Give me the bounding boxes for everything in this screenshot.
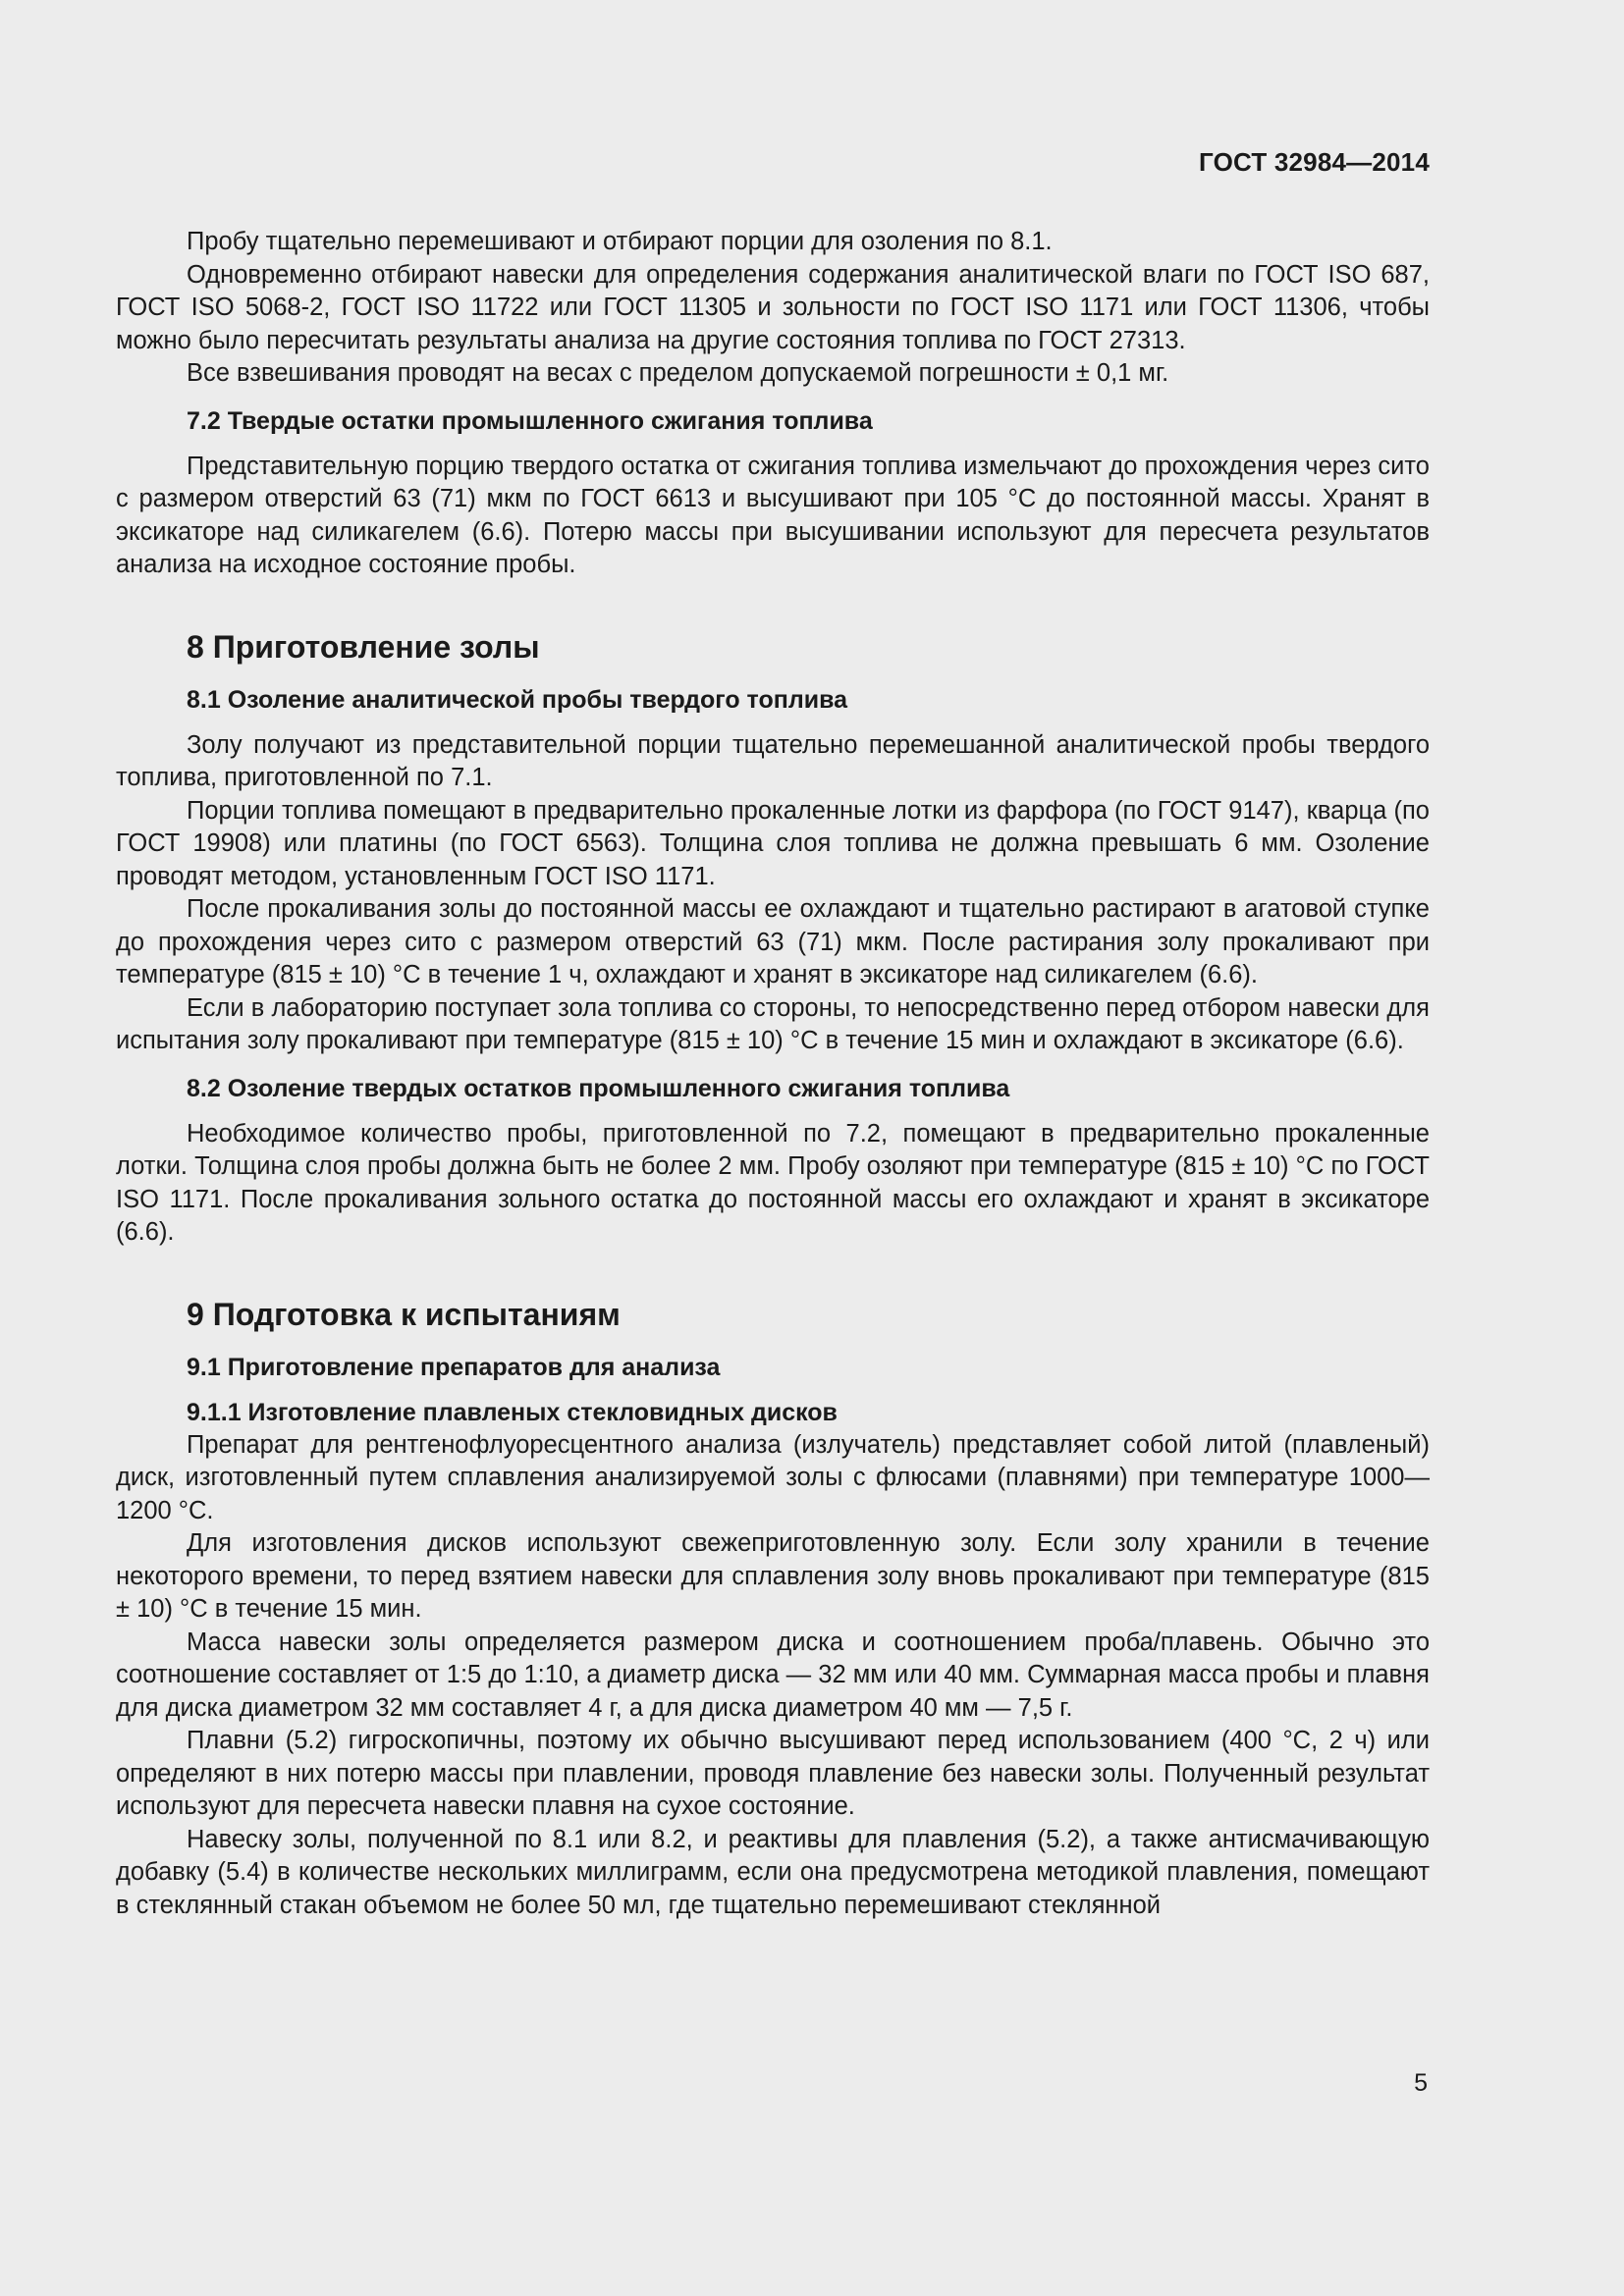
document-id-header: ГОСТ 32984—2014 [1199,147,1430,177]
paragraph: Препарат для рентгенофлуоресцентного анализа (излучатель) представляет собой литой (плавленый) диск, изготовленный путем сплавления анализируемой золы с флюсами (плавнями) при температуре 1000—1200 °С. [116,1430,1430,1524]
paragraph: Для изготовления дисков используют свежеприготовленную золу. Если золу хранили в течение некоторого времени, то перед взятием навески для сплавления золу вновь прокаливают при температуре (815 ± 10) °С в течение 15 мин. [116,1529,1430,1623]
paragraph: Масса навески золы определяется размером диска и соотношением проба/плавень. Обычно это соотношение составляет от 1:5 до 1:10, а диаметр диска — 32 мм или 40 мм. Суммарная масса пробы и плавня для диска диаметром 32 мм составляет 4 г, а для диска диаметром 40 мм — 7,5 г. [116,1628,1430,1722]
paragraph: Навеску золы, полученной по 8.1 или 8.2, и реактивы для плавления (5.2), а также антисмачивающую добавку (5.4) в количестве нескольких миллиграмм, если она предусмотрена методикой плавления, помещают в стеклянный стакан объемом не более 50 мл, где тщательно перемешивают стеклянной [116,1825,1430,1919]
paragraph: Плавни (5.2) гигроскопичны, поэтому их обычно высушивают перед использованием (400 °С, 2 ч) или определяют в них потерю массы при плавлении, проводя плавление без навески золы. Полученный результат используют для пересчета навески плавня на сухое состояние. [116,1727,1430,1820]
paragraph: Представительную порцию твердого остатка от сжигания топлива измельчают до прохождения через сито с размером отверстий 63 (71) мкм по ГОСТ 6613 и высушивают при 105 °С до постоянной массы. Хранят в эксикаторе над силикагелем (6.6). Потерю массы при высушивании используют для пересчета результатов анализа на исходное состояние пробы. [116,452,1430,578]
section-heading-9-1: 9.1 Приготовление препаратов для анализа [187,1353,721,1381]
document-body [116,226,1430,1922]
chapter-heading-9: 9 Подготовка к испытаниям [187,1296,621,1332]
paragraph: Одновременно отбирают навески для определения содержания аналитической влаги по ГОСТ ISO 687, ГОСТ ISO 5068-2, ГОСТ ISO 11722 или ГОСТ 11305 и зольности по ГОСТ ISO 1171 или ГОСТ 11306, чтобы можно было пересчитать результаты анализа на другие состояния топлива по ГОСТ 27313. [116,260,1430,354]
section-heading-9-1-1: 9.1.1 Изготовление плавленых стекловидных дисков [187,1398,838,1426]
section-heading-8-1: 8.1 Озоление аналитической пробы твердого топлива [187,685,848,714]
section-heading-7-2: 7.2 Твердые остатки промышленного сжигания топлива [187,406,873,435]
paragraph: Все взвешивания проводят на весах с пределом допускаемой погрешности ± 0,1 мг. [187,359,1169,387]
chapter-heading-8: 8 Приготовление золы [187,628,540,665]
section-heading-8-2: 8.2 Озоление твердых остатков промышленного сжигания топлива [187,1074,1010,1102]
paragraph: После прокаливания золы до постоянной массы ее охлаждают и тщательно растирают в агатовой ступке до прохождения через сито с размером отверстий 63 (71) мкм. После растирания золу прокаливают при температуре (815 ± 10) °С в течение 1 ч, охлаждают и хранят в эксикаторе над силикагелем (6.6). [116,895,1430,988]
paragraph: Золу получают из представительной порции тщательно перемешанной аналитической пробы твердого топлива, приготовленной по 7.1. [116,730,1430,791]
paragraph: Если в лабораторию поступает зола топлива со стороны, то непосредственно перед отбором навески для испытания золу прокаливают при температуре (815 ± 10) °С в течение 15 мин и охлаждают в эксикаторе (6.6). [116,993,1430,1054]
paragraph: Необходимое количество пробы, приготовленной по 7.2, помещают в предварительно прокаленные лотки. Толщина слоя пробы должна быть не более 2 мм. Пробу озоляют при температуре (815 ± 10) °С по ГОСТ ISO 1171. После прокаливания зольного остатка до постоянной массы его охлаждают и хранят в эксикаторе (6.6). [116,1119,1430,1246]
page-number: 5 [1414,2069,1428,2097]
paragraph: Порции топлива помещают в предварительно прокаленные лотки из фарфора (по ГОСТ 9147), кварца (по ГОСТ 19908) или платины (по ГОСТ 6563). Толщина слоя топлива не должна превышать 6 мм. Озоление проводят методом, установленным ГОСТ ISO 1171. [116,796,1430,890]
paragraph: Пробу тщательно перемешивают и отбирают порции для озоления по 8.1. [187,228,1053,255]
